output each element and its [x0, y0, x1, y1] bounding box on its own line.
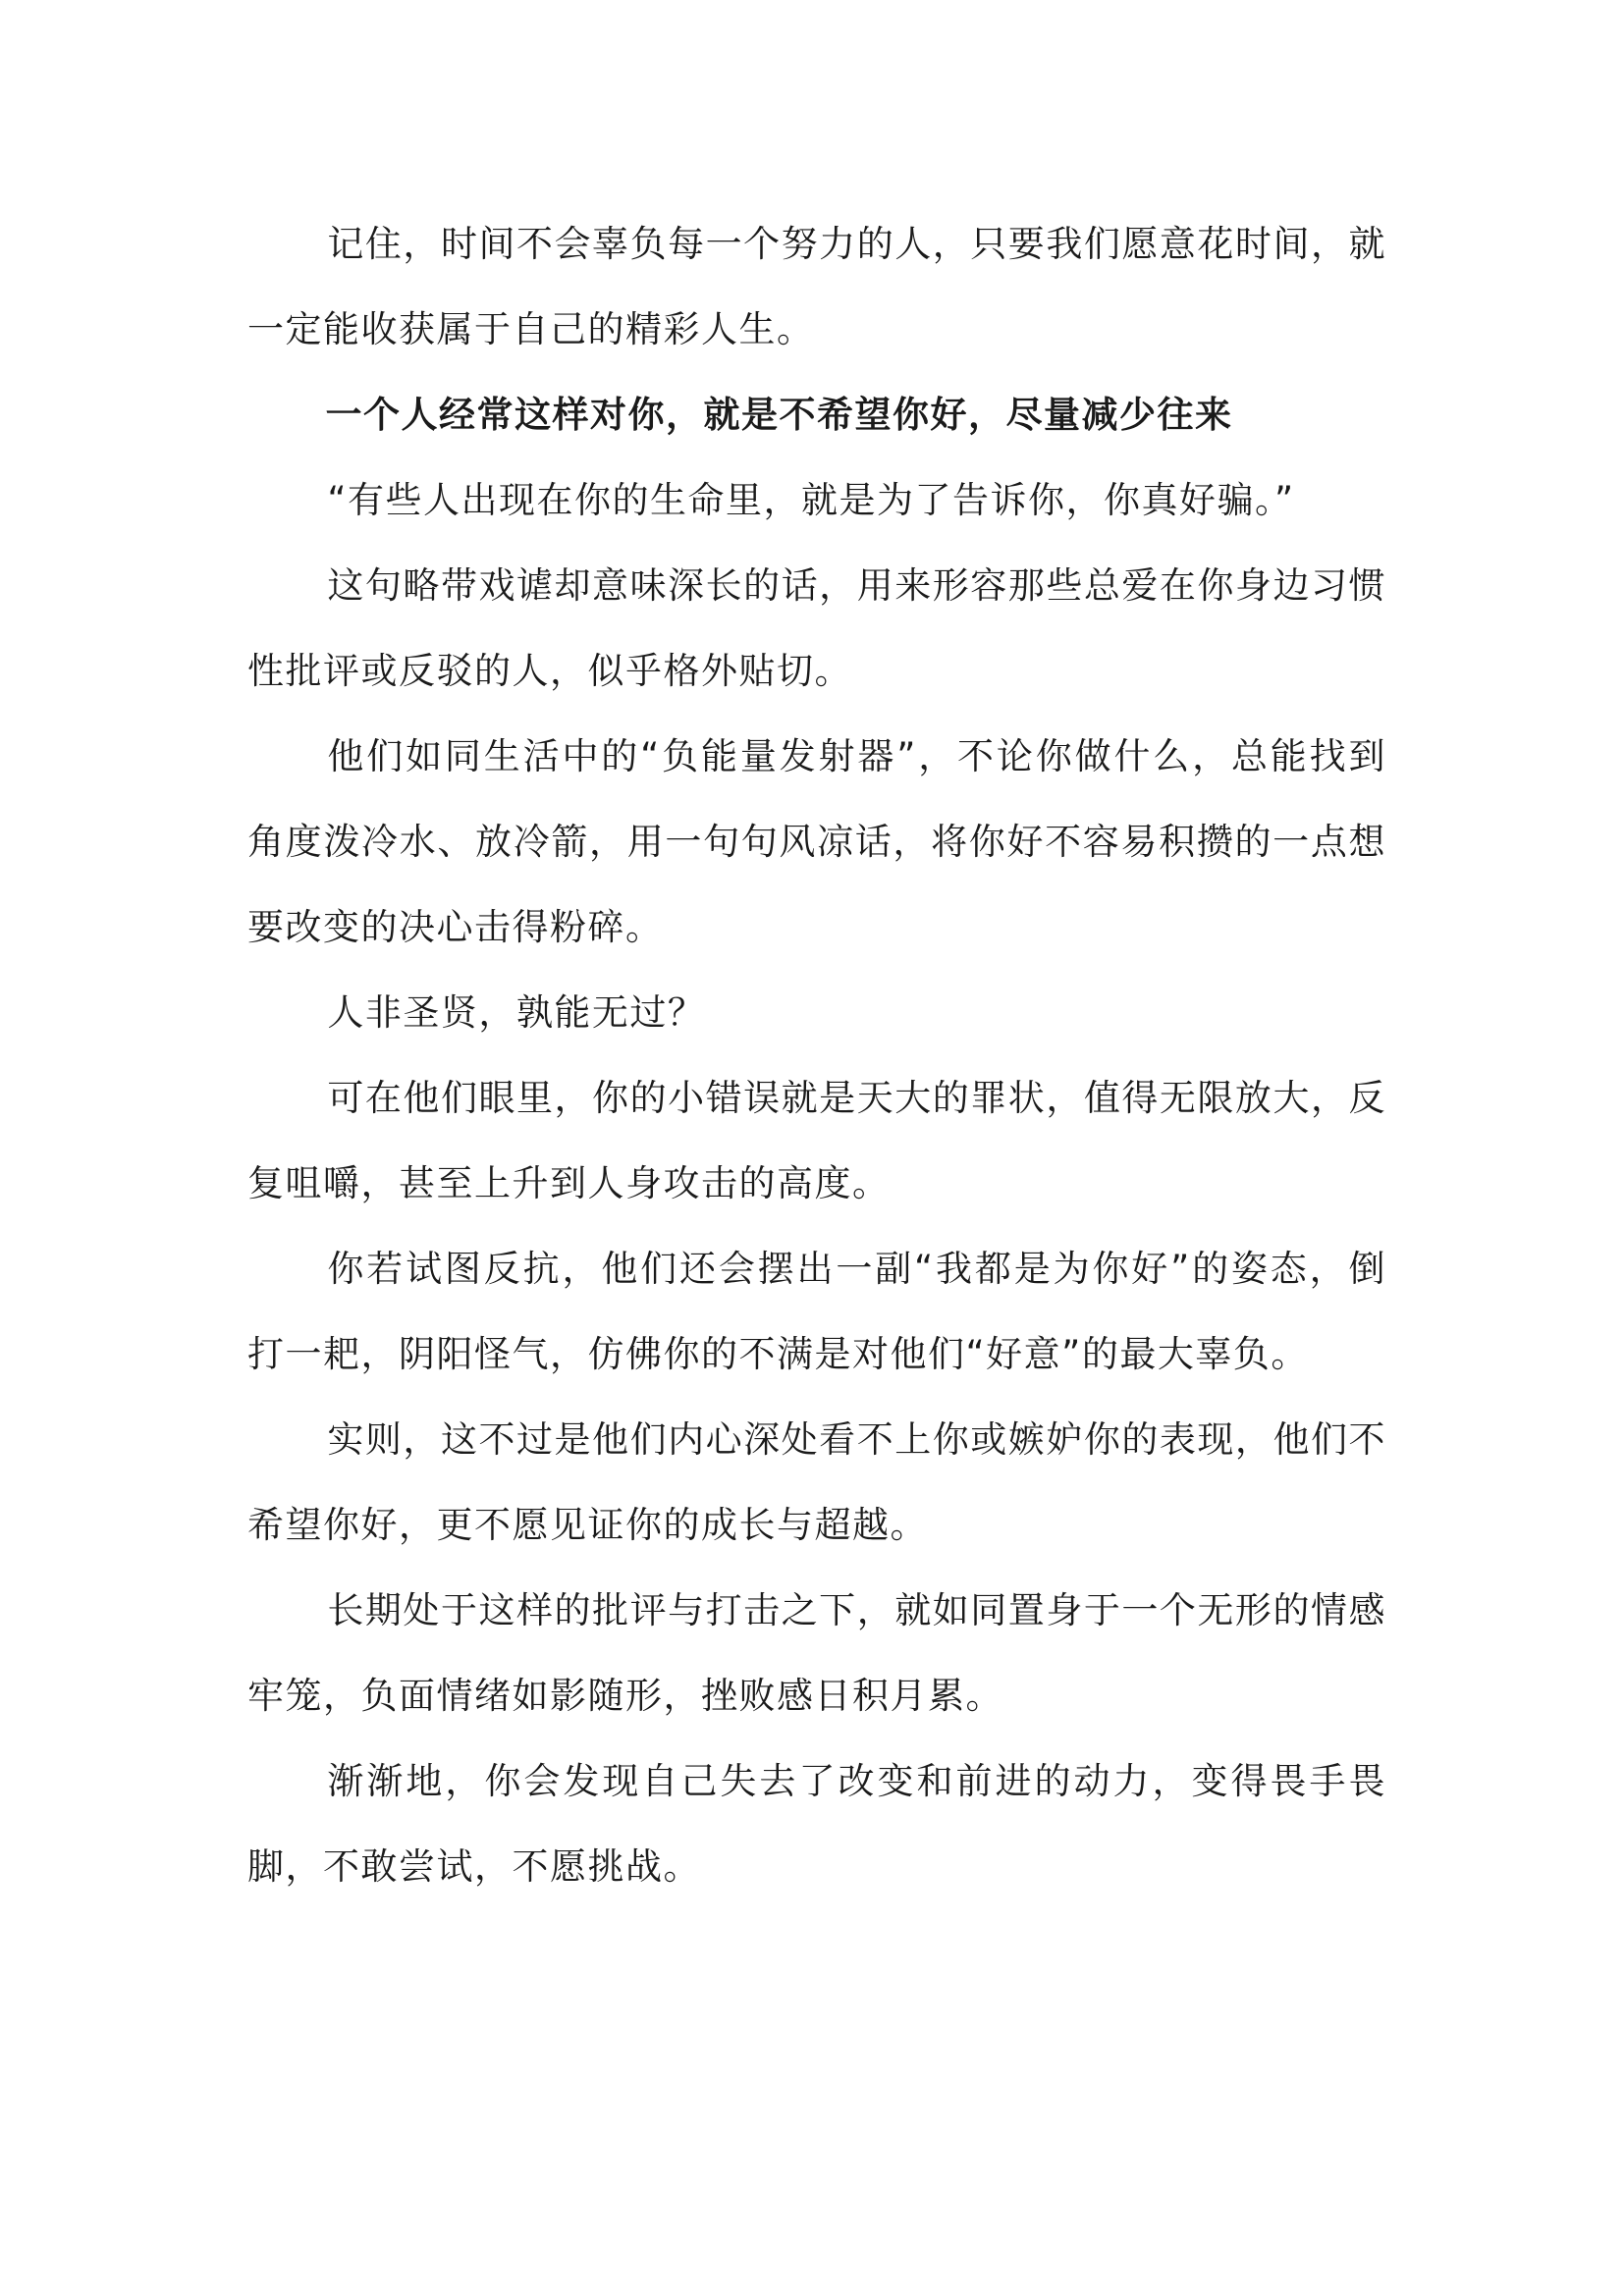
paragraph-9: 渐渐地，你会发现自己失去了改变和前进的动力，变得畏手畏脚，不敢尝试，不愿挑战。 — [247, 1760, 1386, 1888]
paragraph-1: 记住，时间不会辜负每一个努力的人，只要我们愿意花时间，就一定能收获属于自己的精彩人生。 — [247, 223, 1386, 350]
section-heading: 一个人经常这样对你，就是不希望你好，尽量减少往来 — [325, 394, 1233, 436]
document-body — [247, 201, 1386, 1909]
paragraph-3: 他们如同生活中的“负能量发射器”，不论你做什么，总能找到角度泼冷水、放冷箭，用一句句风凉话，将你好不容易积攒的一点想要改变的决心击得粉碎。 — [247, 735, 1386, 948]
paragraph-4: 人非圣贤，孰能无过？ — [327, 991, 706, 1034]
paragraph-2: 这句略带戏谑却意味深长的话，用来形容那些总爱在你身边习惯性批评或反驳的人，似乎格外贴切。 — [247, 564, 1386, 692]
paragraph-8: 长期处于这样的批评与打击之下，就如同置身于一个无形的情感牢笼，负面情绪如影随形，挫败感日积月累。 — [247, 1589, 1386, 1717]
paragraph-5: 可在他们眼里，你的小错误就是天大的罪状，值得无限放大，反复咀嚼，甚至上升到人身攻击的高度。 — [247, 1077, 1386, 1204]
paragraph-7: 实则，这不过是他们内心深处看不上你或嫉妒你的表现，他们不希望你好，更不愿见证你的成长与超越。 — [247, 1418, 1386, 1546]
paragraph-quote: “有些人出现在你的生命里，就是为了告诉你，你真好骗。” — [327, 479, 1295, 521]
paragraph-6: 你若试图反抗，他们还会摆出一副“我都是为你好”的姿态，倒打一耙，阴阳怪气，仿佛你的不满是对他们“好意”的最大辜负。 — [247, 1248, 1386, 1375]
